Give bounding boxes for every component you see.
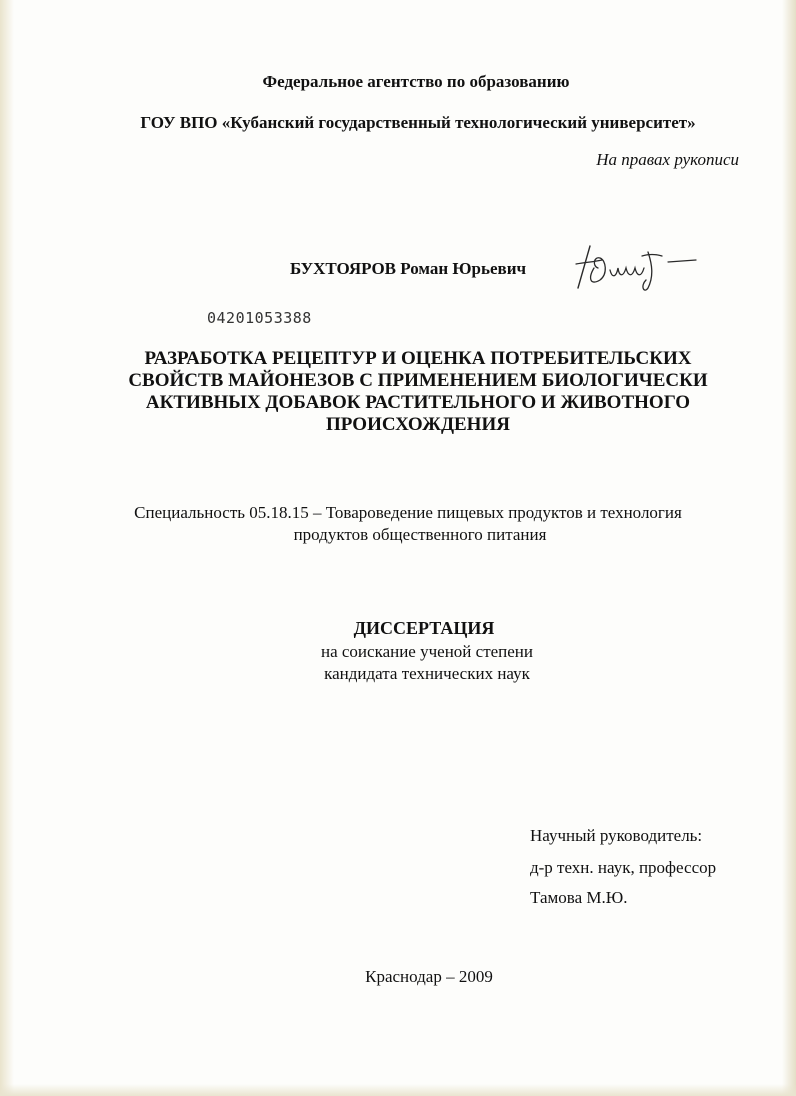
advisor-degree: д-р техн. наук, профессор <box>530 858 717 877</box>
degree-line-2: кандидата технических наук <box>324 664 530 683</box>
title-line-3: АКТИВНЫХ ДОБАВОК РАСТИТЕЛЬНОГО И ЖИВОТНОГО <box>145 392 691 413</box>
title-line-2: СВОЙСТВ МАЙОНЕЗОВ С ПРИМЕНЕНИЕМ БИОЛОГИЧЕСКИ <box>128 370 708 391</box>
university-name: ГОУ ВПО «Кубанский государственный технологический университет» <box>140 113 696 132</box>
agency-name: Федеральное агентство по образованию <box>262 72 570 91</box>
page-edge-left <box>0 0 14 1096</box>
specialty-line-2: продуктов общественного питания <box>293 525 547 544</box>
library-code: 04201053388 <box>207 309 312 327</box>
advisor-label: Научный руководитель: <box>530 826 703 845</box>
city-year: Краснодар – 2009 <box>365 967 493 986</box>
advisor-name: Тамова М.Ю. <box>530 888 628 907</box>
signature-icon <box>572 238 712 294</box>
title-line-1: РАЗРАБОТКА РЕЦЕПТУР И ОЦЕНКА ПОТРЕБИТЕЛЬСКИХ <box>144 348 692 369</box>
degree-line-1: на соискание ученой степени <box>320 642 534 661</box>
specialty-line-1: Специальность 05.18.15 – Товароведение пищевых продуктов и технология <box>134 503 682 522</box>
manuscript-note: На правах рукописи <box>596 150 739 169</box>
title-line-4: ПРОИСХОЖДЕНИЯ <box>326 414 510 435</box>
page-edge-right <box>782 0 796 1096</box>
page-edge-bottom <box>0 1084 796 1096</box>
author-name: БУХТОЯРОВ Роман Юрьевич <box>290 259 527 278</box>
dissertation-heading: ДИССЕРТАЦИЯ <box>353 618 495 638</box>
